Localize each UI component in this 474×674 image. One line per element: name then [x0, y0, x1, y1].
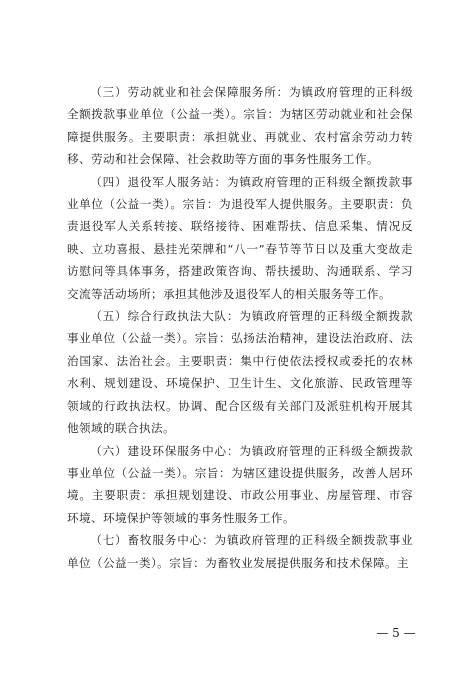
- paragraph-construction-environment-center: （六）建设环保服务中心：为镇政府管理的正科级全额拨款事业单位（公益一类）。宗旨：为辖区建设提供服务，改善人居环境。主要职责：承担规划建设、市政公用事业、房屋管理、市容环境、环境保护等领域的事务性服务工作。: [67, 443, 413, 525]
- document-body: [67, 81, 413, 574]
- paragraph-administrative-enforcement-brigade: （五）综合行政执法大队：为镇政府管理的正科级全额拨款事业单位（公益一类）。宗旨：弘扬法治精神，建设法治政府、法治国家、法治社会。主要职责：集中行使依法授权或委托的农林水利、规划建设、环境保护、卫生计生、文化旅游、民政管理等领域的行政执法权。协调、配合区级有关部门及派驻机构开展其他领域的联合执法。: [67, 309, 413, 436]
- paragraph-animal-husbandry-center: （七）畜牧服务中心：为镇政府管理的正科级全额拨款事业单位（公益一类）。宗旨：为畜牧业发展提供服务和技术保障。主: [67, 533, 413, 570]
- page-number: — 5 —: [376, 626, 416, 640]
- paragraph-labor-employment-service: （三）劳动就业和社会保障服务所：为镇政府管理的正科级全额拨款事业单位（公益一类）。宗旨：为辖区劳动就业和社会保障提供服务。主要职责：承担就业、再就业、农村富余劳动力转移、劳动和社会保障、社会救助等方面的事务性服务工作。: [67, 85, 413, 167]
- paragraph-veterans-service-station: （四）退役军人服务站：为镇政府管理的正科级全额拨款事业单位（公益一类）。宗旨：为退役军人提供服务。主要职责：负责退役军人关系转接、联络接待、困难帮扶、信息采集、情况反映、立功喜报、悬挂光荣牌和“八一”春节等节日以及重大变故走访慰问等具体事务，搭建政策咨询、帮扶援助、沟通联系、学习交流等活动场所；承担其他涉及退役军人的相关服务等工作。: [67, 174, 413, 301]
